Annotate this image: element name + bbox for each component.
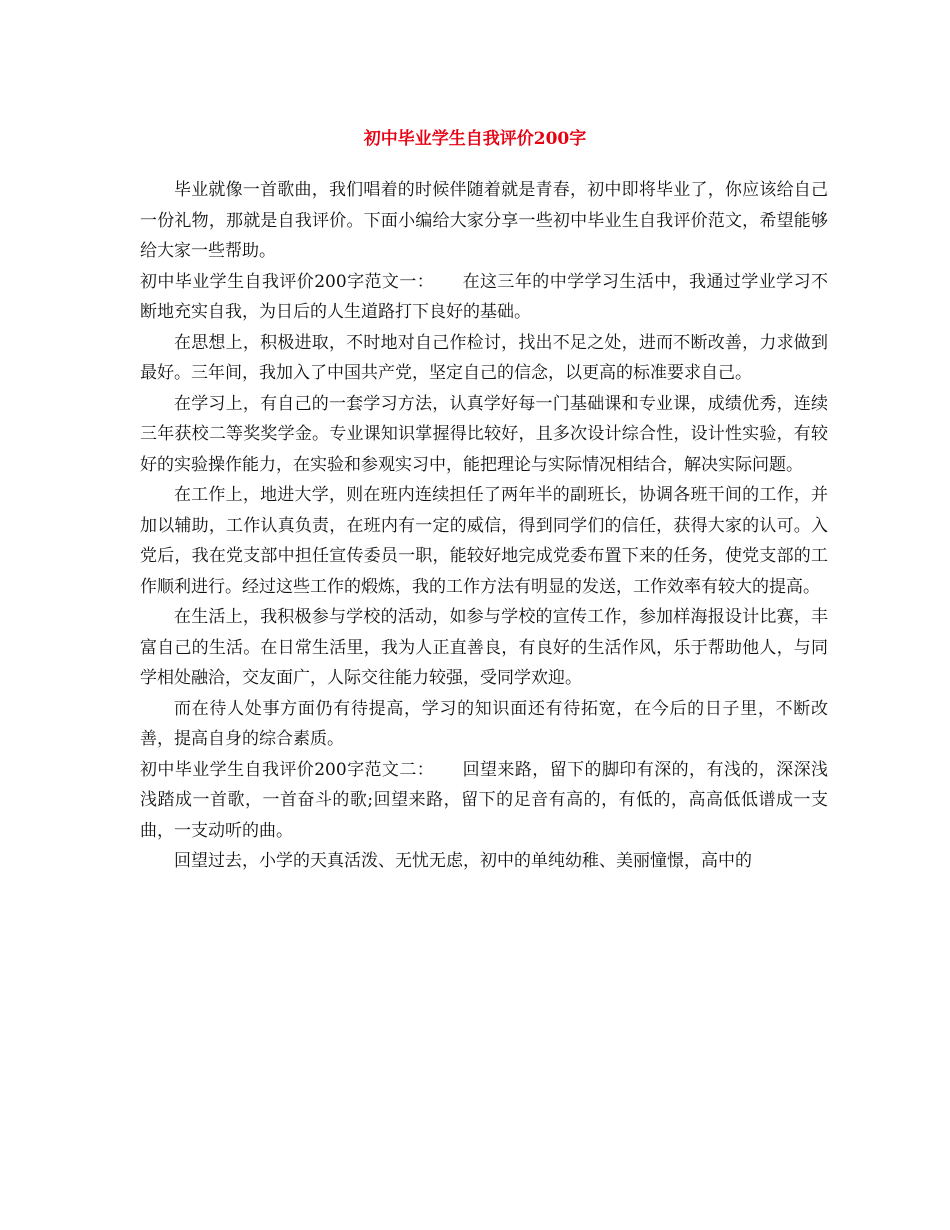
- paragraph-intro: 毕业就像一首歌曲，我们唱着的时候伴随着就是青春，初中即将毕业了，你应该给自己一份礼物，那就是自我评价。下面小编给大家分享一些初中毕业生自我评价范文，希望能够给大家一些帮助。: [140, 180, 828, 261]
- paragraph-work: 在工作上，地进大学，则在班内连续担任了两年半的副班长，协调各班干间的工作，并加以辅助，工作认真负责，在班内有一定的威信，得到同学们的信任，获得大家的认可。入党后，我在党支部中担任宣传委员一职，能较好地完成党委布置下来的任务，使党支部的工作顺利进行。经过这些工作的煅炼，我的工作方法有明显的发送，工作效率有较大的提高。: [140, 485, 828, 597]
- paragraph-thought: 在思想上，积极进取，不时地对自己作检讨，找出不足之处，进而不断改善，力求做到最好。三年间，我加入了中国共产党，坚定自己的信念，以更高的标准要求自己。: [140, 332, 828, 383]
- paragraph-life: 在生活上，我积极参与学校的活动，如参与学校的宣传工作，参加样海报设计比赛，丰富自己的生活。在日常生活里，我为人正直善良，有良好的生活作风，乐于帮助他人，与同学相处融洽，交友面广，人际交往能力较强，受同学欢迎。: [140, 607, 828, 688]
- sample-one-text: 在这三年的中学学习生活中，我通过学业学习不断地充实自我，为日后的人生道路打下良好的基础。: [140, 271, 828, 322]
- paragraph-improve: 而在待人处事方面仍有待提高，学习的知识面还有待拓宽，在今后的日子里，不断改善，提高自身的综合素质。: [140, 698, 828, 749]
- document-title: 初中毕业学生自我评价200字: [363, 129, 587, 149]
- sample-one-label: 初中毕业学生自我评价200字范文一：: [140, 271, 435, 292]
- paragraph-sample-two: [140, 755, 828, 847]
- paragraph-sample-one: [140, 267, 828, 328]
- document-body: [140, 175, 828, 877]
- paragraph-look-back: 回望过去，小学的天真活泼、无忧无虑，初中的单纯幼稚、美丽憧憬，高中的: [174, 851, 752, 871]
- paragraph-study: 在学习上，有自己的一套学习方法，认真学好每一门基础课和专业课，成绩优秀，连续三年获校二等奖奖学金。专业课知识掌握得比较好，且多次设计综合性，设计性实验，有较好的实验操作能力，在实验和参观实习中，能把理论与实际情况相结合，解决实际问题。: [140, 393, 828, 475]
- sample-two-label: 初中毕业学生自我评价200字范文二：: [140, 759, 435, 780]
- sample-two-text: 回望来路，留下的脚印有深的，有浅的，深深浅浅踏成一首歌，一首奋斗的歌;回望来路，留下的足音有高的，有低的，高高低低谱成一支曲，一支动听的曲。: [140, 759, 828, 841]
